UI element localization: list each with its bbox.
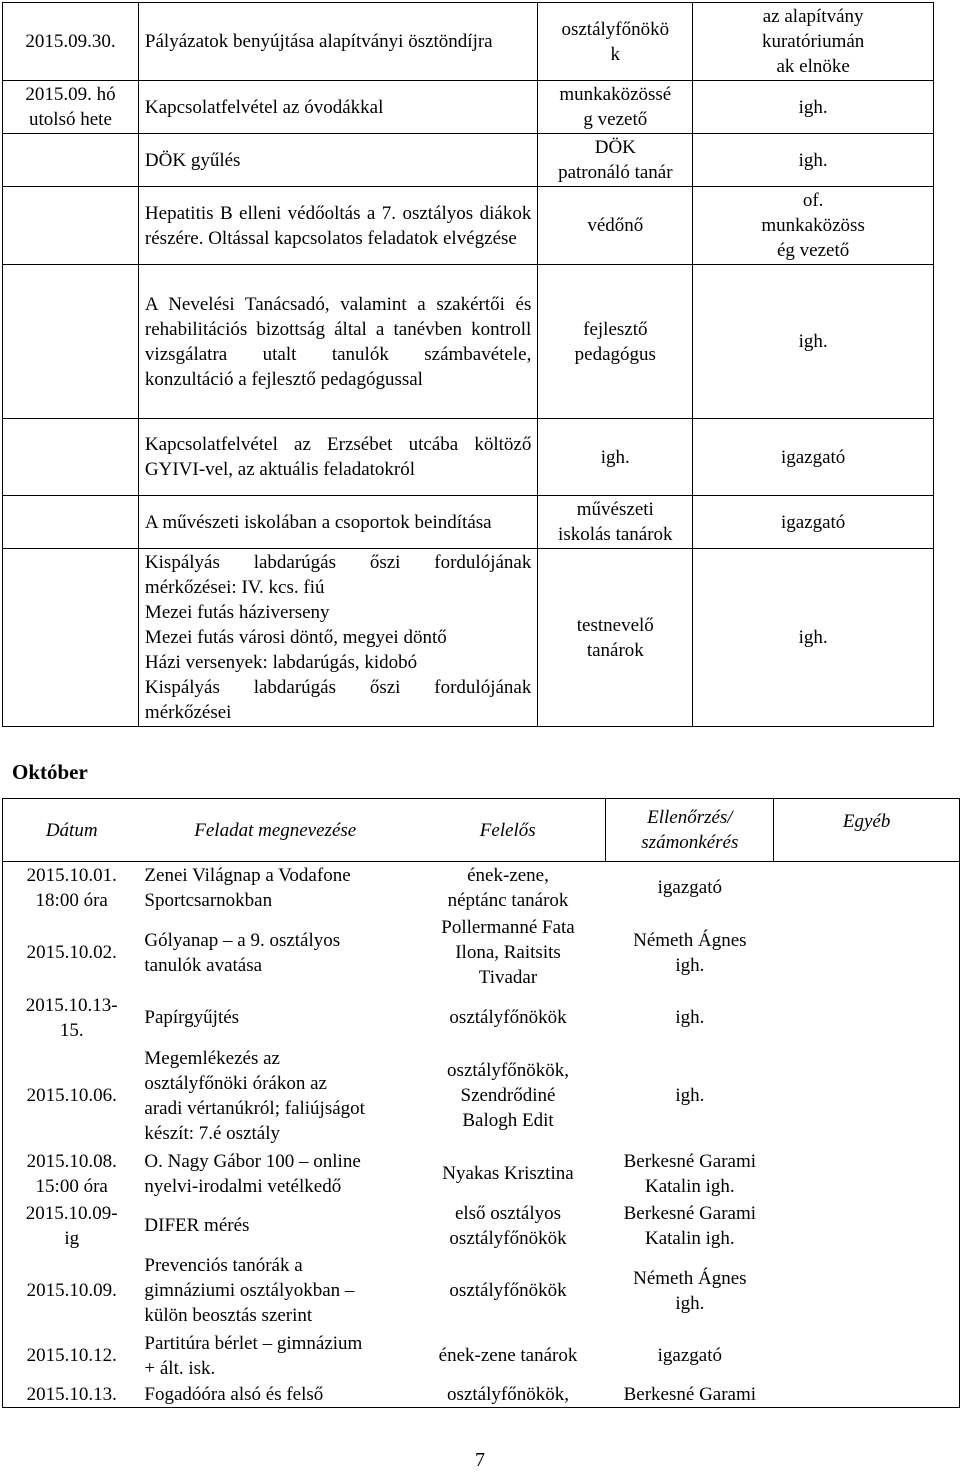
table-row [3,549,934,727]
other-cell [774,1044,960,1148]
table-row [3,1200,960,1252]
check-cell: Berkesné Garami Katalin igh. [623,1150,757,1197]
header-row [3,799,960,862]
table-row [3,992,960,1044]
date-cell [3,496,139,549]
other-cell [774,992,960,1044]
header-task: Feladat megnevezése [140,799,410,862]
task-cell: A Nevelési Tanácsadó, valamint a szakértői és rehabilitációs bizottság által a tanévben kontroll vizsgálatra utalt tanulók számbavétele, konzultáció a fejlesztő pedagógussal [138,265,537,419]
page-number: 7 [475,1449,485,1471]
task-cell: Kispályás labdarúgás őszi fordulójának mérkőzései: IV. kcs. fiú Mezei futás háziverseny Mezei futás városi döntő, megyei döntő Házi versenyek: labdarúgás, kidobó Kispályás labdarúgás őszi fordulójának mérkőzései [138,549,537,727]
date-cell [3,419,139,496]
task-cell: DIFER mérés [144,1215,250,1236]
date-cell: 2015.10.09. [3,1252,141,1330]
check-cell: igazgató [693,419,934,496]
header-date: Dátum [3,799,141,862]
date-cell [3,265,139,419]
responsible-cell: munkaközössé g vezető [538,81,693,134]
table-row [3,3,934,81]
date-cell: 2015.10.13- 15. [3,992,141,1044]
check-cell: Berkesné Garami [606,1382,774,1408]
date-cell: 2015.10.08. 15:00 óra [3,1148,141,1200]
table-row [3,1330,960,1382]
responsible-cell: osztályfőnökök, [410,1382,606,1408]
check-cell: igazgató [657,1345,723,1366]
check-cell: igazgató [693,496,934,549]
date-cell: 2015.10.12. [3,1330,141,1382]
task-cell: DÖK gyűlés [138,134,537,187]
responsible-cell: első osztályos osztályfőnökök [449,1202,567,1249]
responsible-cell: Pollermanné Fata Ilona, Raitsits Tivadar [441,917,575,988]
table-row [3,1148,960,1200]
date-cell: 2015.10.01. 18:00 óra [3,862,141,914]
date-cell: 2015.10.06. [3,1044,141,1148]
table-row [3,265,934,419]
other-cell [774,1200,960,1252]
task-cell: Hepatitis B elleni védőoltás a 7. osztályos diákok részére. Oltással kapcsolatos feladatok elvégzése [138,187,537,265]
check-cell: igazgató [606,862,774,914]
task-cell: O. Nagy Gábor 100 – online nyelvi-irodalmi vetélkedő [144,1150,361,1197]
table-row [3,134,934,187]
table-row [3,1382,960,1408]
date-cell: 2015.09. hó utolsó hete [3,81,139,134]
task-cell: Fogadóóra alsó és felső [140,1382,410,1408]
table-row [3,1252,960,1330]
responsible-cell: DÖK patronáló tanár [538,134,693,187]
date-cell: 2015.10.13. [3,1382,141,1408]
table-row [3,1044,960,1148]
check-cell: Berkesné Garami Katalin igh. [623,1202,757,1249]
responsible-cell: fejlesztő pedagógus [538,265,693,419]
check-cell: igh. [693,265,934,419]
table-row [3,914,960,992]
header-other: Egyéb [774,799,960,862]
check-cell: igh. [675,1085,705,1106]
other-cell [774,1252,960,1330]
header-check: Ellenőrzés/ számonkérés [606,799,774,862]
responsible-cell: osztályfőnökök [449,1280,567,1301]
september-table [2,2,934,727]
check-cell: igh. [675,1007,705,1028]
other-cell [774,862,960,914]
task-cell: Gólyanap – a 9. osztályos tanulók avatása [144,929,341,976]
responsible-cell: osztályfőnökök, Szendrődiné Balogh Edit [447,1060,569,1131]
check-cell: igh. [693,549,934,727]
responsible-cell: művészeti iskolás tanárok [538,496,693,549]
task-cell: Pályázatok benyújtása alapítványi ösztöndíjra [138,3,537,81]
check-cell: of. munkaközöss ég vezető [693,187,934,265]
responsible-cell: ének-zene, néptánc tanárok [410,862,606,914]
task-cell: Kapcsolatfelvétel az óvodákkal [138,81,537,134]
responsible-cell: testnevelő tanárok [538,549,693,727]
task-cell: A művészeti iskolában a csoportok beindítása [138,496,537,549]
date-cell: 2015.10.09- ig [3,1200,141,1252]
check-cell: igh. [693,134,934,187]
responsible-cell: ének-zene tanárok [438,1345,578,1366]
task-cell: Partitúra bérlet – gimnázium + ált. isk. [144,1332,363,1379]
responsible-cell: igh. [538,419,693,496]
other-cell [774,1148,960,1200]
table-row [3,419,934,496]
table-row [3,187,934,265]
check-cell: igh. [693,81,934,134]
table-row [3,496,934,549]
date-cell [3,549,139,727]
other-cell [774,1330,960,1382]
check-cell: Németh Ágnes igh. [633,1267,747,1314]
responsible-cell: osztályfőnökö k [538,3,693,81]
task-cell: Kapcsolatfelvétel az Erzsébet utcába költöző GYIVI-vel, az aktuális feladatokról [138,419,537,496]
date-cell [3,134,139,187]
date-cell: 2015.09.30. [3,3,139,81]
other-cell [774,1382,960,1408]
october-table [2,798,960,1408]
date-cell [3,187,139,265]
responsible-cell: védőnő [538,187,693,265]
table-row [3,862,960,914]
responsible-cell: Nyakas Krisztina [442,1163,574,1184]
table-row [3,81,934,134]
date-cell: 2015.10.02. [3,914,141,992]
check-cell: Németh Ágnes igh. [633,929,747,976]
task-cell: Prevenciós tanórák a gimnáziumi osztályokban – külön beosztás szerint [144,1255,355,1326]
task-cell: Megemlékezés az osztályfőnöki órákon az aradi vértanúkról; faliújságot készít: 7.é osztály [144,1047,365,1144]
responsible-cell: osztályfőnökök [449,1007,567,1028]
other-cell [774,914,960,992]
header-responsible: Felelős [410,799,606,862]
month-heading: Október [12,760,88,784]
task-cell: Papírgyűjtés [144,1007,240,1028]
check-cell: az alapítvány kuratóriumán ak elnöke [693,3,934,81]
task-cell: Zenei Világnap a Vodafone Sportcsarnokban [140,862,410,914]
